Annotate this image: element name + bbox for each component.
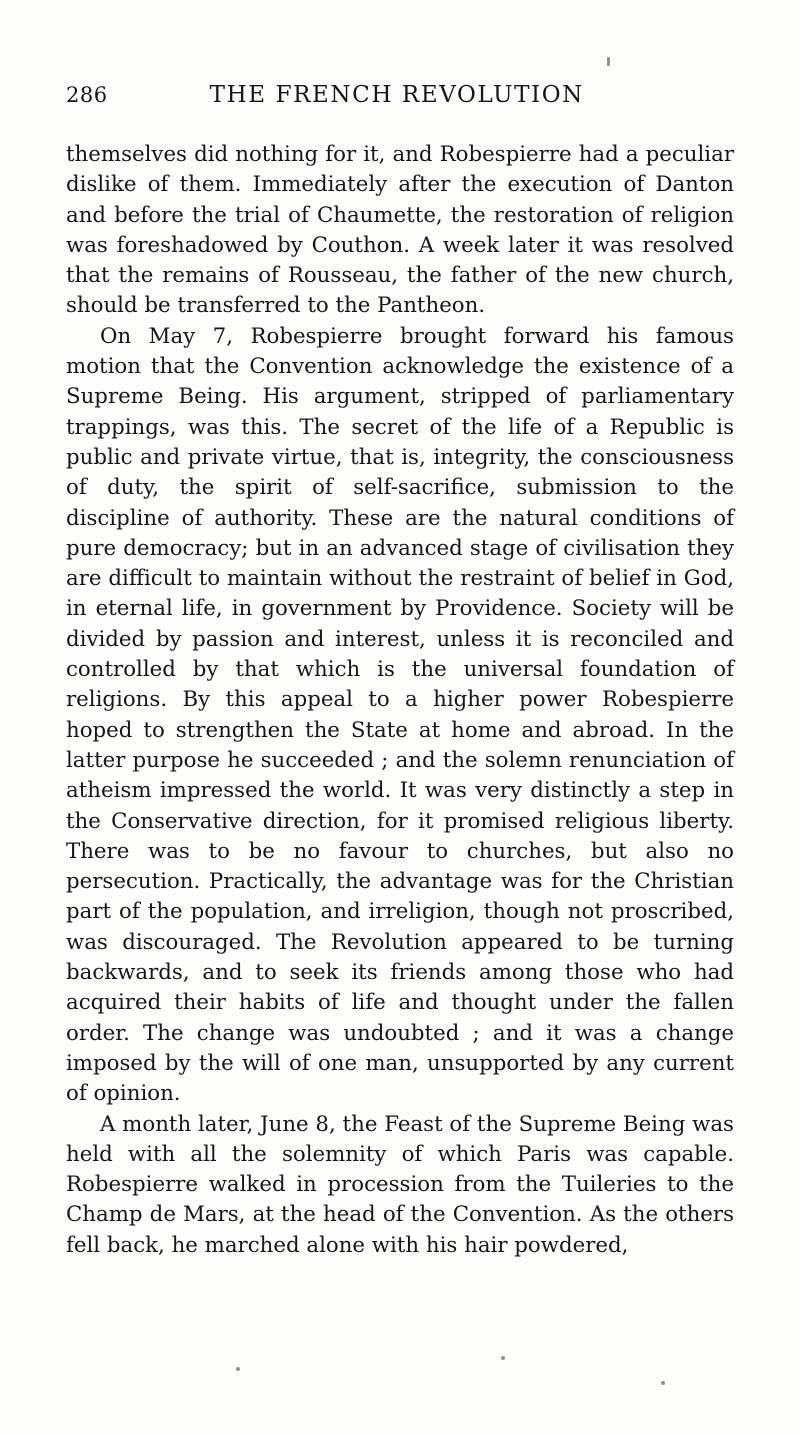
page-speck: [236, 1367, 240, 1371]
page-body: [66, 140, 734, 1261]
page-header: [0, 82, 800, 108]
paragraph: themselves did nothing for it, and Robespierre had a peculiar dislike of them. Immediately after the execution of Danton and before the trial of Chaumette, the restoration of religion was foreshadowed by Couthon. A week later it was resolved that the remains of Rousseau, the father of the new church, should be transferred to the Pantheon.: [66, 142, 734, 319]
paragraph: A month later, June 8, the Feast of the Supreme Being was held with all the solemnity of which Paris was capable. Robespierre walked in procession from the Tuileries to the Champ de Mars, at the head of the Convention. As the others fell back, he marched alone with his hair powdered,: [66, 1111, 734, 1258]
paragraph: On May 7, Robespierre brought forward his famous motion that the Convention acknowledge the existence of a Supreme Being. His argument, stripped of parliamentary trappings, was this. The secret of the life of a Republic is public and private virtue, that is, integrity, the consciousness of duty, the spirit of self-sacrifice, submission to the discipline of authority. These are the natural conditions of pure democracy; but in an advanced stage of civilisation they are difficult to maintain without the restraint of belief in God, in eternal life, in government by Providence. Society will be divided by passion and interest, unless it is reconciled and controlled by that which is the universal foundation of religions. By this appeal to a higher power Robespierre hoped to strengthen the State at home and abroad. In the latter purpose he succeeded ; and the solemn renunciation of atheism impressed the world. It was very distinctly a step in the Conservative direction, for it promised religious liberty. There was to be no favour to churches, but also no persecution. Practically, the advantage was for the Christian part of the population, and irreligion, though not proscribed, was discouraged. The Revolution appeared to be turning backwards, and to seek its friends among those who had acquired their habits of life and thought under the fallen order. The change was undoubted ; and it was a change imposed by the will of one man, unsupported by any current of opinion.: [66, 323, 734, 1107]
running-title: THE FRENCH REVOLUTION: [209, 82, 584, 108]
page-speck: [607, 57, 610, 66]
page-number: 286: [66, 83, 108, 107]
page-speck: [661, 1381, 665, 1385]
page-speck: [501, 1356, 505, 1360]
